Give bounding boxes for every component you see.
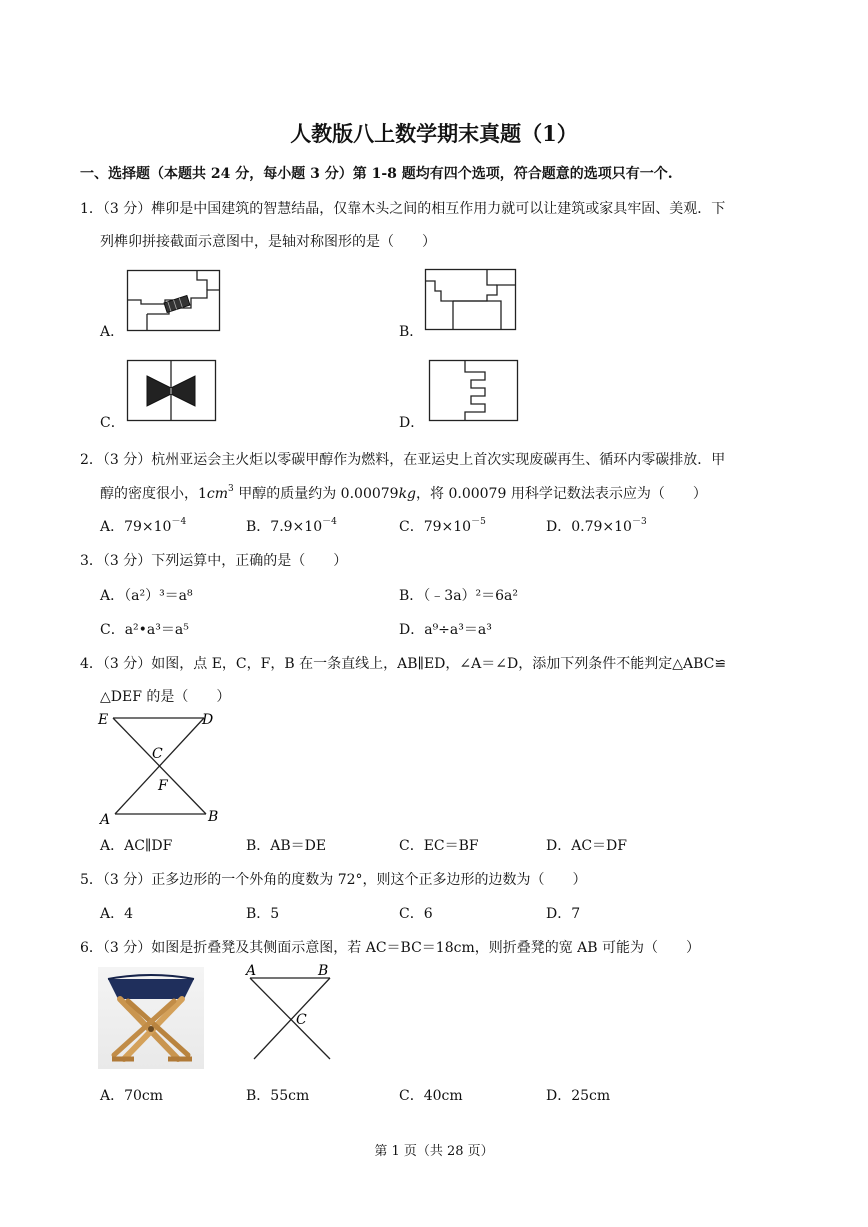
q6-option-b: B．55cm (246, 1088, 310, 1104)
q1-figure-c (127, 360, 217, 422)
q3-option-c: C．a²•a³＝a⁵ (100, 622, 189, 638)
q6-stem: 6．（3 分）如图是折叠凳及其侧面示意图，若 AC＝BC＝18cm，则折叠凳的宽 AB 可能为（ ） (80, 940, 701, 956)
q1-option-a-label: A． (100, 324, 125, 340)
q2-option-b: B．$7.9\times 10^{-4}$ (246, 517, 337, 535)
q3-option-d: D．a⁹÷a³＝a³ (399, 622, 492, 638)
q1-option-c-label: C． (100, 415, 125, 431)
stool-point-b-label: B (318, 963, 329, 979)
q2-option-d: D．$0.79\times 10^{-3}$ (546, 517, 647, 535)
point-c-label: C (152, 746, 163, 762)
q3-stem: 3．（3 分）下列运算中，正确的是（ ） (80, 553, 348, 569)
point-e-label: E (98, 712, 109, 728)
q1-stem-line2: 列榫卯拼接截面示意图中，是轴对称图形的是（ ） (100, 234, 436, 250)
q4-option-a: A．AC∥DF (100, 838, 173, 854)
page-footer: 第 1 页（共 28 页） (374, 1144, 494, 1159)
folding-stool-photo (98, 967, 204, 1069)
q3-option-a: A．（a²）³＝a⁸ (100, 588, 193, 604)
q6-side-view-figure (244, 962, 344, 1064)
q1-figure-b (425, 269, 517, 331)
point-b-label: B (208, 809, 219, 825)
q6-option-a: A．70cm (100, 1088, 164, 1104)
q1-figure-a (127, 270, 221, 332)
q4-option-c: C．EC＝BF (399, 838, 479, 854)
stool-point-a-label: A (246, 963, 257, 979)
stool-point-c-label: C (296, 1012, 307, 1028)
point-a-label: A (100, 812, 111, 828)
q5-option-c: C．6 (399, 906, 433, 922)
q4-stem-line2: △DEF 的是（ ） (100, 689, 231, 705)
point-d-label: D (202, 712, 214, 728)
q1-option-d-label: D． (399, 415, 425, 431)
q3-option-b: B．（﹣3a）²＝6a² (399, 588, 519, 604)
q5-option-a: A．4 (100, 906, 134, 922)
q2-option-c: C．$79\times 10^{-5}$ (399, 517, 486, 535)
point-f-label: F (158, 778, 168, 794)
q1-stem-line1: 1．（3 分）榫卯是中国建筑的智慧结晶，仅靠木头之间的相互作用力就可以让建筑或家具牢固、美观．下 (80, 201, 726, 217)
q4-option-b: B．AB＝DE (246, 838, 327, 854)
q5-option-d: D．7 (546, 906, 581, 922)
q1-figure-d (429, 360, 519, 422)
q4-stem-line1: 4．（3 分）如图，点 E，C，F，B 在一条直线上，AB∥ED，∠A＝∠D，添加下列条件不能判定△ABC≌ (80, 656, 727, 672)
section-heading: 一、选择题（本题共 24 分，每小题 3 分）第 1-8 题均有四个选项，符合题意的选项只有一个. (80, 166, 673, 182)
q5-option-b: B．5 (246, 906, 280, 922)
q2-stem-line1: 2．（3 分）杭州亚运会主火炬以零碳甲醇作为燃料，在亚运史上首次实现废碳再生、循环内零碳排放．甲 (80, 452, 726, 468)
q6-option-d: D．25cm (546, 1088, 611, 1104)
q5-stem: 5．（3 分）正多边形的一个外角的度数为 72°，则这个正多边形的边数为（ ） (80, 872, 587, 888)
page-title: 人教版八上数学期末真题（1） (290, 121, 578, 146)
q6-option-c: C．40cm (399, 1088, 463, 1104)
q4-triangle-figure (98, 710, 228, 828)
q2-option-a: A．$79\times 10^{-4}$ (100, 517, 187, 535)
q1-option-b-label: B． (399, 324, 424, 340)
q4-option-d: D．AC＝DF (546, 838, 627, 854)
q2-stem-line2: 醇的密度很小，$1cm^3$ 甲醇的质量约为 0.00079kg，将 0.00079 用科学记数法表示应为（ ） (100, 484, 707, 502)
